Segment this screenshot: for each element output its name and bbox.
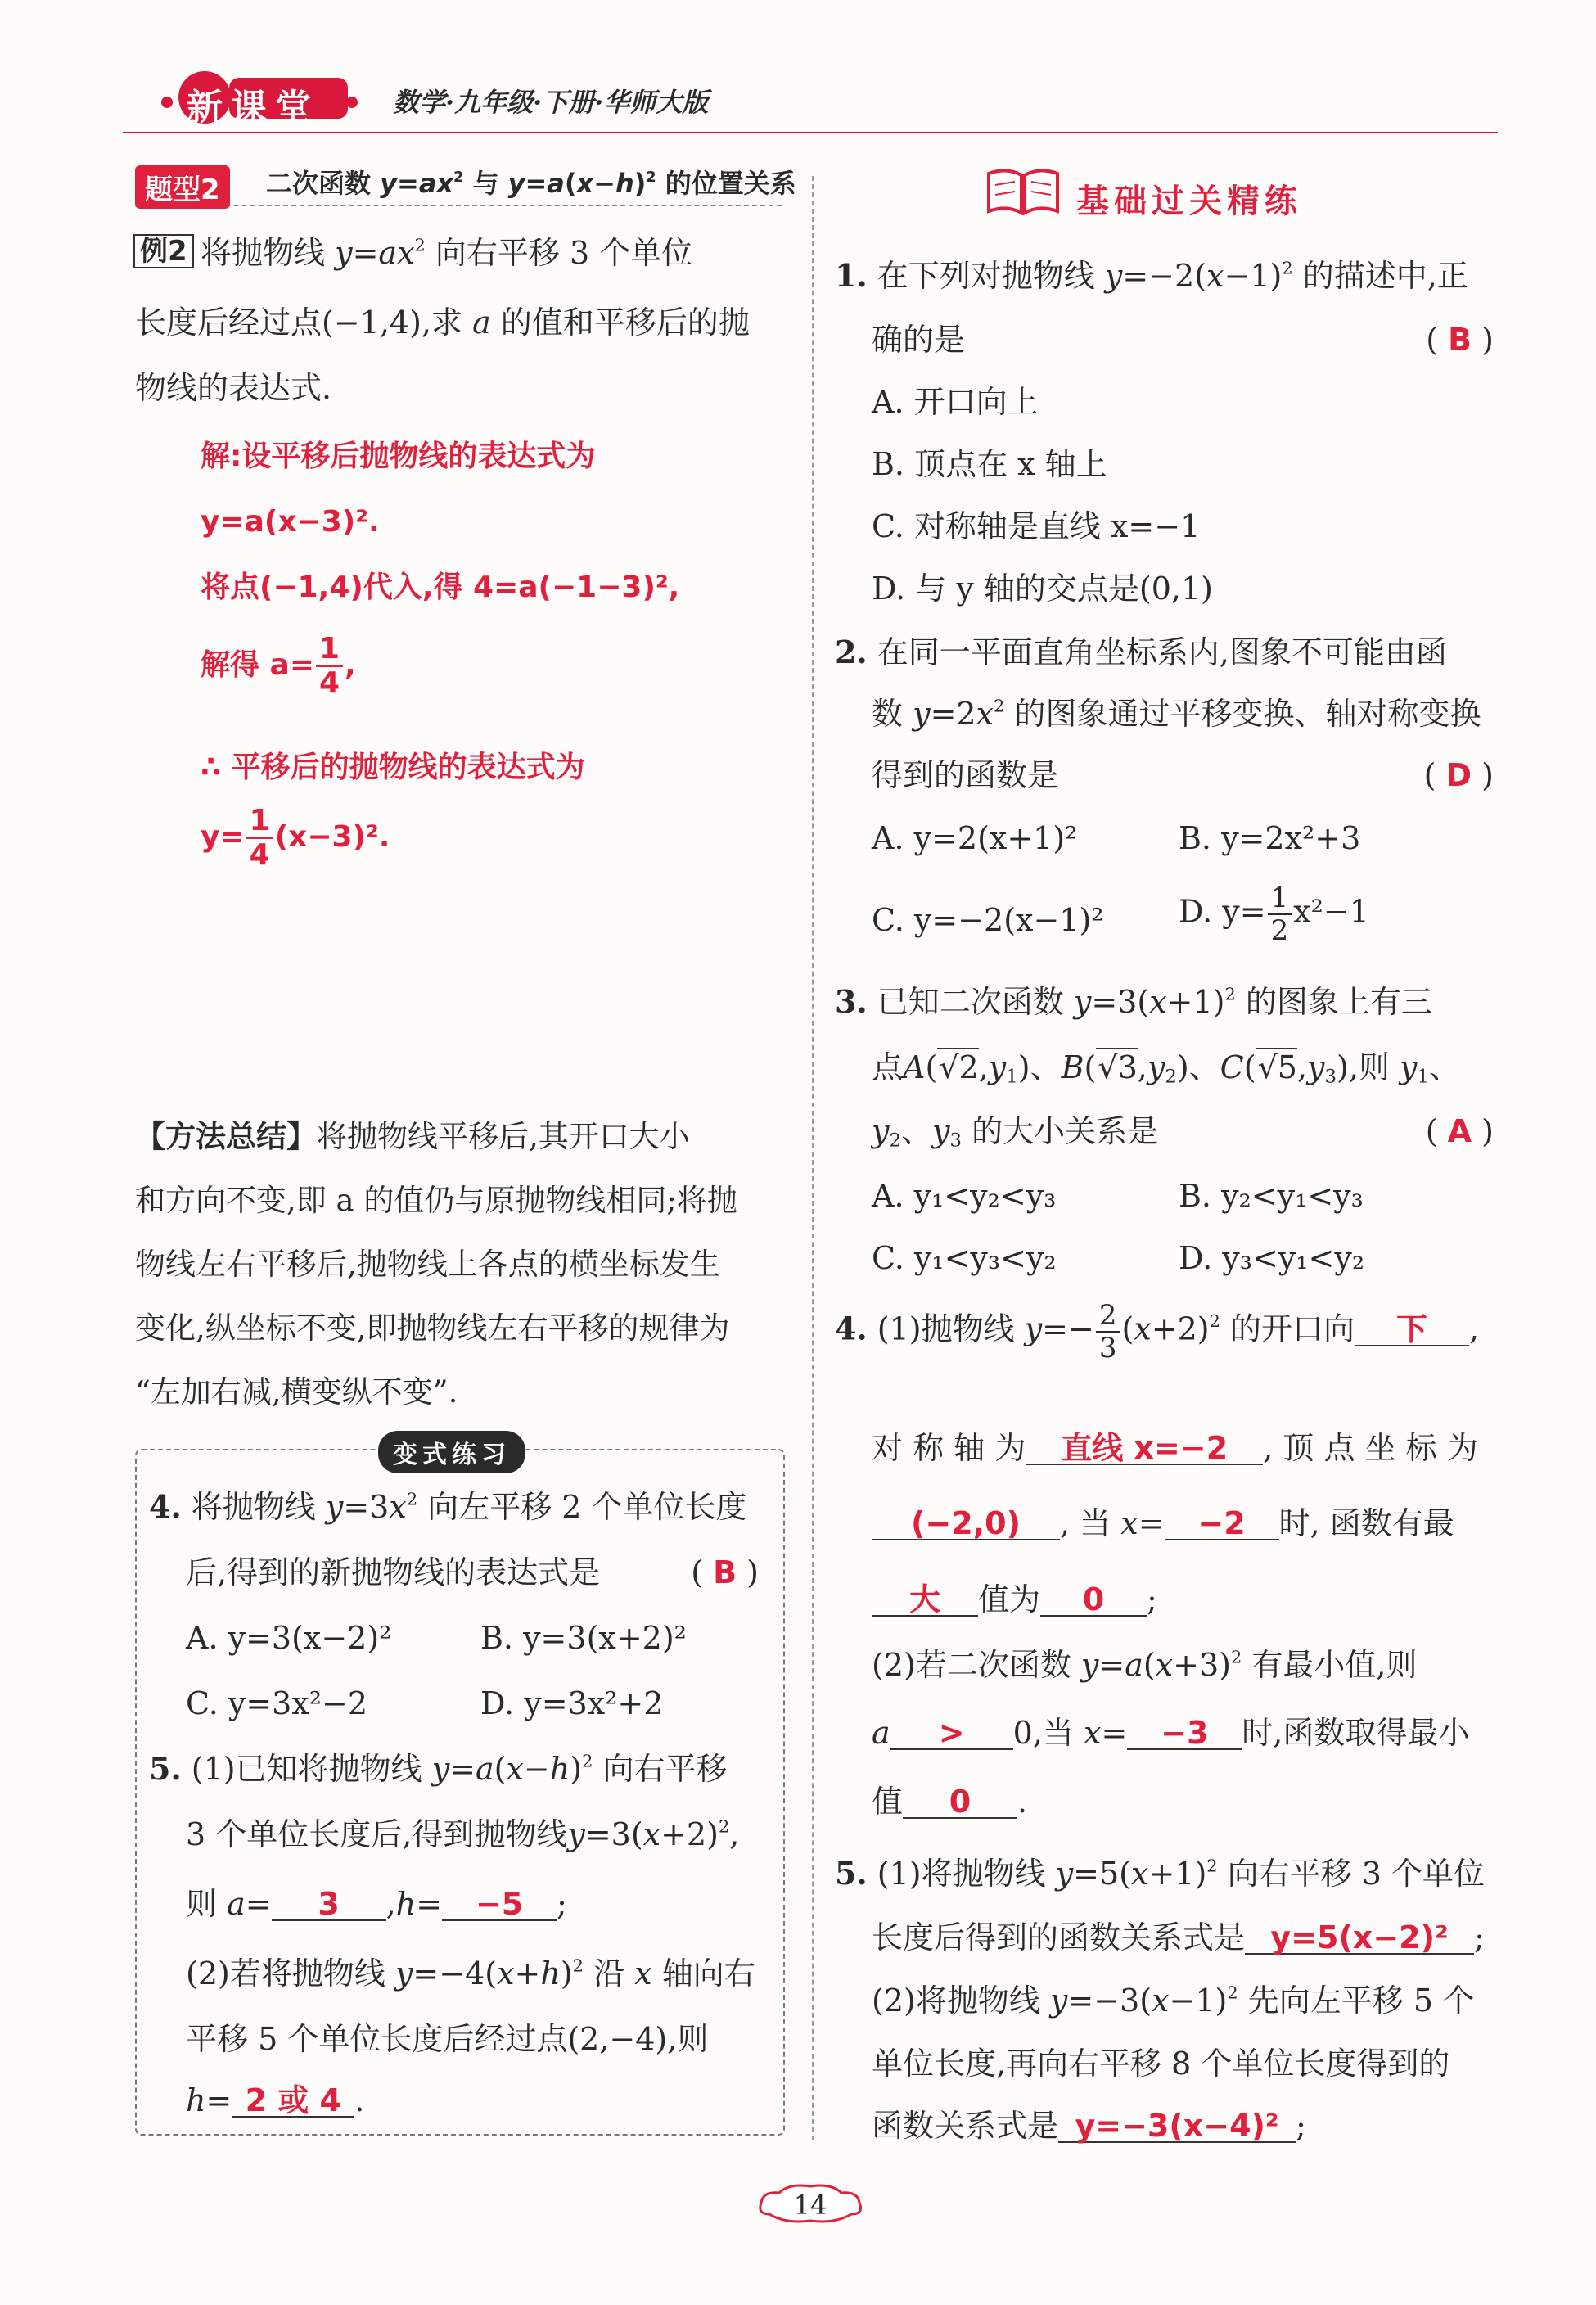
logo-text: 新课堂 — [187, 87, 319, 129]
q2-option-c[interactable]: C. y=−2(x−1)² — [872, 902, 1104, 938]
section-title: 二次函数 $y=ax^2$ 与 $y=a(x-h)^2$ 的位置关系 — [266, 168, 796, 199]
right-column — [835, 164, 1498, 2145]
q5-line-2: 长度后得到的函数关系式是 y=5(x−2)² ; — [872, 1919, 1485, 1955]
practice-q4-option-c[interactable]: C. y=3x²−2 — [186, 1685, 368, 1721]
q2-option-b[interactable]: B. y=2x²+3 — [1179, 820, 1361, 856]
q3-line-2: 点$A(√2,y_1)$、$B(√3,y_2)$、$C(√5,y_3)$,则 $y_1$、 — [872, 1049, 1461, 1088]
solution-line-1: 解:设平移后抛物线的表达式为 — [201, 440, 596, 473]
header-logo — [156, 70, 368, 129]
q3-option-b[interactable]: B. y₂<y₁<y₃ — [1179, 1178, 1364, 1214]
method-line-5: “左加右减,横变纵不变”. — [135, 1374, 458, 1410]
practice-q5-blank-h[interactable]: −5 — [442, 1888, 557, 1921]
practice-q5-line-6: h= 2 或 4 . — [186, 2082, 365, 2118]
solution-line-3: 将点(−1,4)代入,得 4=a(−1−3)², — [201, 571, 680, 604]
page-number: 14 — [793, 2190, 827, 2221]
practice-box — [135, 1441, 785, 2136]
practice-q5-line-1: 5. (1)已知将抛物线 $y=a(x-h)^2$ 向右平移 — [149, 1750, 728, 1787]
q5-line-4: 单位长度,再向右平移 8 个单位长度得到的 — [872, 2046, 1450, 2082]
q4-line-5: (2)若二次函数 $y=a(x+3)^2$ 有最小值,则 — [872, 1647, 1418, 1683]
column-divider — [812, 176, 814, 2140]
left-column — [135, 164, 796, 2145]
header — [123, 70, 1498, 135]
example-line-1: 例2 将抛物线 $y=ax^2$ 向右平移 3 个单位 — [201, 237, 692, 268]
book-icon — [982, 164, 1064, 221]
example-line-2: 长度后经过点(−1,4),求 a 的值和平移后的抛 — [135, 304, 750, 341]
practice-q4-line-1: 4. 将抛物线 $y=3x^2$ 向左平移 2 个单位长度 — [149, 1488, 747, 1525]
q4-blank-maxmin[interactable]: 大 — [872, 1584, 978, 1617]
q3-option-a[interactable]: A. y₁<y₂<y₃ — [872, 1178, 1057, 1214]
example-line-3: 物线的表达式. — [135, 370, 332, 406]
q1-option-a[interactable]: A. 开口向上 — [872, 384, 1039, 420]
q1-option-c[interactable]: C. 对称轴是直线 x=−1 — [872, 508, 1201, 544]
q3-answer: A — [1447, 1113, 1472, 1149]
q4-blank-min[interactable]: 0 — [903, 1786, 1017, 1819]
q4-line-1: 4. (1)抛物线 y=− $\frac{2}{3}$ $(x+2)^2$ 的开口向 下 , — [835, 1299, 1480, 1365]
q5-line-1: 5. (1)将抛物线 $y=5(x+1)^2$ 向右平移 3 个单位 — [835, 1855, 1486, 1892]
section-heading — [135, 164, 796, 206]
method-line-2: 和方向不变,即 a 的值仍与原抛物线相同;将抛 — [135, 1183, 737, 1218]
q4-blank-x2[interactable]: −3 — [1127, 1717, 1242, 1750]
practice-q4-option-b[interactable]: B. y=3(x+2)² — [480, 1620, 687, 1656]
q3-option-c[interactable]: C. y₁<y₃<y₂ — [872, 1240, 1057, 1276]
q3-line-3: $y_2$、$y_3$ 的大小关系是 ( A ) — [872, 1113, 1494, 1152]
solution-line-6: y= $\frac{1}{4}$ (x−3)². — [201, 804, 390, 872]
q5-blank-2[interactable]: y=−3(x−4)² — [1058, 2110, 1296, 2143]
q2-option-a[interactable]: A. y=2(x+1)² — [872, 820, 1078, 856]
practice-title: 变式练习 — [378, 1431, 525, 1473]
q1-line-1: 1. 在下列对抛物线 $y=-2(x-1)^2$ 的描述中,正 — [835, 257, 1468, 294]
right-section-title: 基础过关精练 — [1076, 183, 1302, 220]
q4-blank-x[interactable]: −2 — [1165, 1508, 1279, 1540]
q4-blank-axis[interactable]: 直线 x=−2 — [1026, 1432, 1263, 1465]
practice-q5-line-5: 平移 5 个单位长度后经过点(2,−4),则 — [186, 2021, 709, 2057]
q2-line-2: 数 $y=2x^2$ 的图象通过平移变换、轴对称变换 — [872, 696, 1481, 732]
q2-option-d[interactable]: D. y= $\frac{1}{2}$ x²−1 — [1179, 882, 1369, 947]
q2-line-1: 2. 在同一平面直角坐标系内,图象不可能由函 — [835, 634, 1447, 670]
practice-q4-option-d[interactable]: D. y=3x²+2 — [480, 1685, 664, 1721]
solution-fraction: $\frac{1}{4}$ — [316, 634, 343, 698]
method-line-4: 变化,纵坐标不变,即抛物线左右平移的规律为 — [135, 1310, 730, 1346]
q4-line-2: 对 称 轴 为 直线 x=−2 , 顶 点 坐 标 为 — [872, 1430, 1478, 1466]
practice-q4-answer: B — [713, 1554, 737, 1590]
q4-line-7: 值 0 . — [872, 1784, 1028, 1820]
practice-q4-line-2: 后,得到的新抛物线的表达式是 ( B ) — [186, 1554, 759, 1590]
section-badge: 题型2 — [135, 165, 230, 209]
q4-blank-sign[interactable]: > — [890, 1717, 1013, 1750]
solution-line-2: y=a(x−3)². — [201, 505, 380, 539]
page-number-badge — [753, 2181, 868, 2227]
q1-line-2: 确的是 ( B ) — [872, 322, 1494, 358]
q5-line-5: 函数关系式是 y=−3(x−4)² ; — [872, 2108, 1306, 2144]
q4-blank-open[interactable]: 下 — [1355, 1314, 1469, 1346]
q4-line-3: (−2,0) , 当 x= −2 时, 函数有最 — [872, 1508, 1454, 1540]
q3-line-1: 3. 已知二次函数 $y=3(x+1)^2$ 的图象上有三 — [835, 983, 1432, 1020]
q2-line-3: 得到的函数是 ( D ) — [872, 757, 1494, 793]
practice-q5-line-2: 3 个单位长度后,得到抛物线$y=3(x+2)^2$, — [186, 1816, 740, 1852]
q3-option-d[interactable]: D. y₃<y₁<y₂ — [1179, 1240, 1365, 1276]
q4-line-4: 大 值为 0 ; — [872, 1584, 1157, 1617]
right-section-heading — [982, 164, 1359, 221]
practice-q5-blank-h2[interactable]: 2 或 4 — [232, 2085, 354, 2118]
solution-line-5: ∴ 平移后的抛物线的表达式为 — [201, 751, 585, 784]
q2-answer: D — [1445, 757, 1472, 793]
solution-line-4: 解得 a= $\frac{1}{4}$ , — [201, 632, 356, 700]
q1-option-b[interactable]: B. 顶点在 x 轴上 — [872, 446, 1107, 482]
q4-blank-vertex[interactable]: (−2,0) — [872, 1508, 1060, 1540]
q5-line-3: (2)将抛物线 $y=-3(x-1)^2$ 先向左平移 5 个 — [872, 1982, 1475, 2019]
header-rule — [123, 132, 1498, 133]
q4-line-6: a > 0,当 x= −3 时,函数取得最小 — [872, 1715, 1470, 1751]
q4-blank-val[interactable]: 0 — [1040, 1584, 1147, 1617]
method-line-3: 物线左右平移后,抛物线上各点的横坐标发生 — [135, 1247, 720, 1282]
practice-q4-option-a[interactable]: A. y=3(x−2)² — [186, 1620, 392, 1656]
example-label: 例2 — [133, 234, 194, 268]
q5-blank-1[interactable]: y=5(x−2)² — [1245, 1922, 1474, 1955]
method-label: 【方法总结】 — [135, 1119, 317, 1154]
practice-q5-line-4: (2)若将抛物线 $y=-4(x+h)^2$ 沿 x 轴向右 — [186, 1955, 755, 1992]
method-line-1: 【方法总结】将抛物线平移后,其开口大小 — [135, 1119, 690, 1154]
header-subject: 数学·九年级·下册·华师大版 — [393, 87, 709, 118]
q1-option-d[interactable]: D. 与 y 轴的交点是(0,1) — [872, 571, 1213, 607]
practice-q5-line-3: 则 a= 3 ,h= −5 ; — [186, 1886, 567, 1922]
q1-answer: B — [1448, 322, 1472, 358]
practice-q5-blank-a[interactable]: 3 — [272, 1888, 386, 1921]
